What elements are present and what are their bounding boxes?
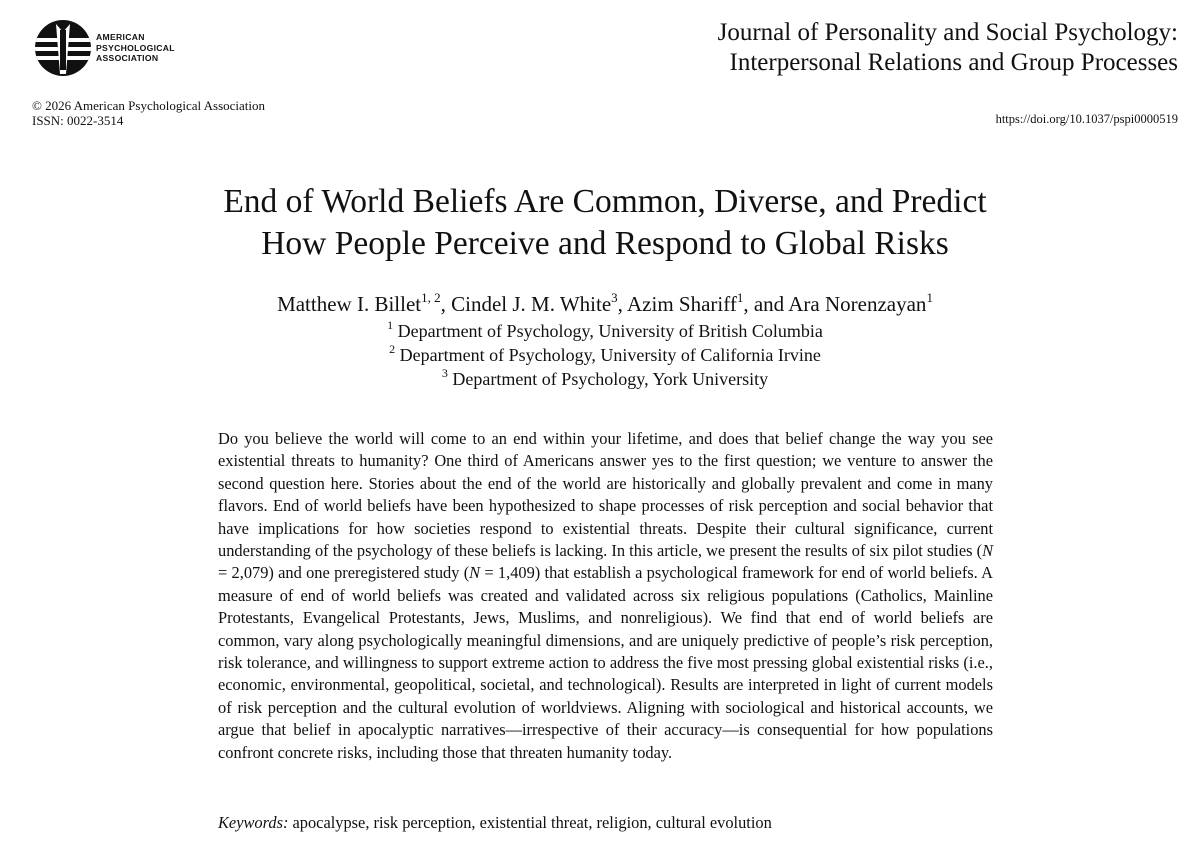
affiliation-number: 2 bbox=[389, 342, 396, 356]
paper-title bbox=[0, 181, 1200, 265]
affiliation-text: Department of Psychology, York University bbox=[452, 369, 769, 389]
sample-size-symbol: N bbox=[982, 541, 993, 561]
wordmark-line: AMERICAN bbox=[96, 32, 145, 42]
keywords bbox=[218, 812, 993, 834]
wordmark-line: PSYCHOLOGICAL bbox=[96, 42, 175, 53]
affiliation bbox=[0, 318, 1200, 342]
sample-size-symbol: N bbox=[469, 563, 481, 583]
affiliation bbox=[0, 342, 1200, 366]
wordmark-line: ASSOCIATION bbox=[96, 53, 159, 64]
author-separator: , and bbox=[743, 292, 789, 316]
affiliation-text: Department of Psychology, University of British Columbia bbox=[397, 321, 823, 341]
author-name: Ara Norenzayan bbox=[788, 292, 927, 316]
abstract-text: = 2,079) and one preregistered study ( bbox=[218, 563, 470, 583]
keywords-list: apocalypse, risk perception, existential threat, religion, cultural evolution bbox=[288, 813, 772, 832]
author-separator: , bbox=[440, 292, 452, 316]
affiliation-text: Department of Psychology, University of California Irvine bbox=[399, 345, 821, 365]
journal-name-line: Journal of Personality and Social Psychology: bbox=[717, 19, 1178, 46]
title-line: How People Perceive and Respond to Global Risks bbox=[261, 225, 949, 262]
doi-link[interactable]: https://doi.org/10.1037/pspi0000519 bbox=[995, 112, 1178, 126]
journal-name bbox=[718, 18, 1178, 78]
journal-name-line: Interpersonal Relations and Group Processes bbox=[729, 49, 1178, 76]
author-name: Cindel J. M. White bbox=[451, 292, 612, 316]
issn: ISSN: 0022-3514 bbox=[32, 113, 124, 128]
abstract bbox=[218, 428, 993, 764]
author-name: Matthew I. Billet bbox=[277, 292, 422, 316]
author-affiliation-mark: 1, 2 bbox=[421, 290, 441, 305]
author-separator: , bbox=[617, 292, 627, 316]
author-list bbox=[0, 291, 1200, 317]
copyright: © 2026 American Psychological Association bbox=[32, 98, 266, 113]
apa-wordmark bbox=[96, 32, 175, 64]
author-affiliation-mark: 1 bbox=[926, 290, 933, 305]
author-name: Azim Shariff bbox=[627, 292, 737, 316]
apa-logo-icon bbox=[32, 18, 94, 78]
publication-meta bbox=[32, 98, 265, 128]
title-line: End of World Beliefs Are Common, Diverse, and Predict bbox=[223, 183, 987, 220]
affiliation-number: 3 bbox=[441, 366, 448, 380]
affiliation bbox=[0, 366, 1200, 390]
keywords-label: Keywords: bbox=[218, 813, 289, 832]
affiliation-number: 1 bbox=[387, 318, 394, 332]
abstract-text: Do you believe the world will come to an end within your lifetime, and does that belief change the way you see existential threats to humanity? One third of Americans answer yes to the first question; we venture to answer the second question here. Stories about the end of the world are historically and globally prevalent and come in many flavors. End of world beliefs have been hypothesized to shape processes of risk perception and social behavior that have implications for how societies respond to existential threats. Despite their cultural significance, current understanding of the psychology of these beliefs is lacking. In this article, we present the results of six pilot studies ( bbox=[218, 429, 993, 561]
author-affiliation-mark: 1 bbox=[736, 290, 744, 305]
author-affiliation-mark: 3 bbox=[611, 290, 618, 305]
abstract-text: = 1,409) that establish a psychological framework for end of world beliefs. A measure of end of world beliefs was created and validated across six religious populations (Catholics, Mainline Protestants, Evangelical Protestants, Jews, Muslims, and nonreligious). We find that end of world beliefs are common, vary along psychologically meaningful dimensions, and are uniquely predictive of people’s risk perception, risk tolerance, and willingness to support extreme action to address the five most pressing global existential risks (i.e., economic, environmental, geopolitical, societal, and technological). Results are interpreted in light of current models of risk perception and the cultural evolution of worldviews. Aligning with sociological and historical accounts, we argue that belief in apocalyptic narratives—irrespective of their accuracy—is consequential for how populations confront concrete risks, including those that threaten humanity today. bbox=[218, 563, 993, 762]
